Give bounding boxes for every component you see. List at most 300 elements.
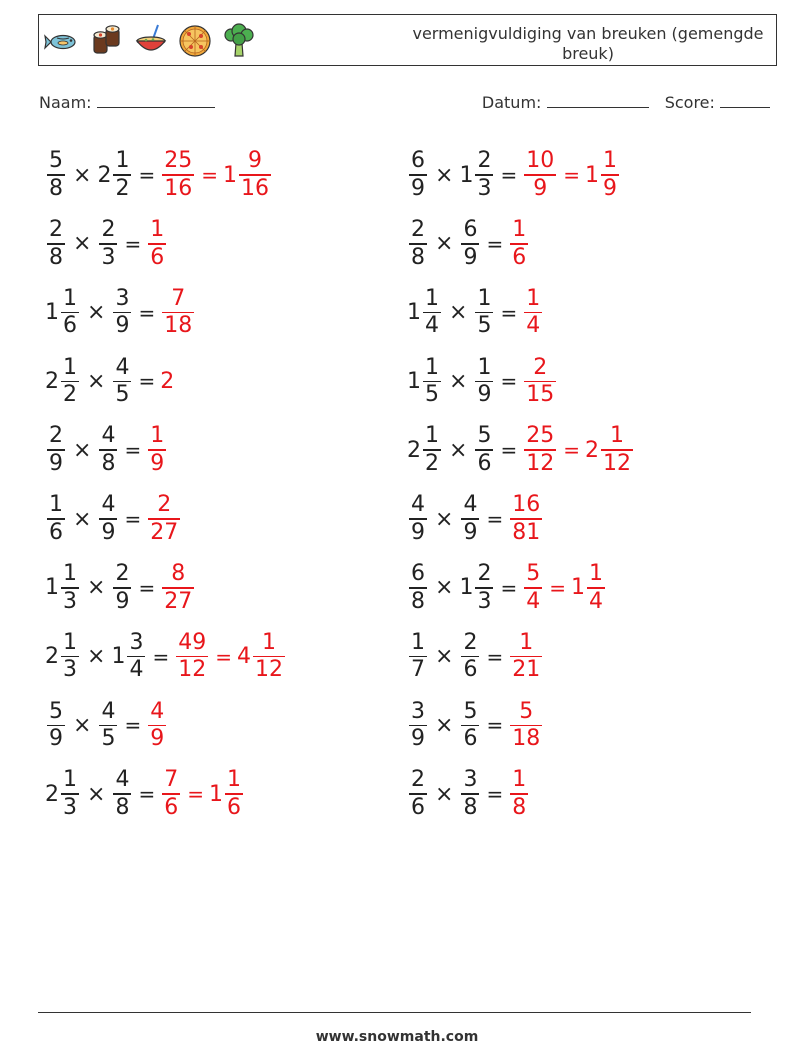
fraction	[61, 286, 79, 340]
score-label: Score:	[664, 93, 715, 112]
answer-fraction	[162, 148, 194, 202]
numerator: 3	[411, 698, 425, 724]
answer	[522, 286, 544, 340]
denominator: 18	[164, 313, 193, 339]
problem-row	[45, 349, 765, 413]
numerator: 2	[477, 561, 492, 587]
equals-sign: =	[486, 782, 504, 807]
answer-fraction	[510, 630, 542, 684]
times-sign: ×	[73, 162, 92, 188]
times-sign: ×	[73, 231, 92, 257]
answer	[146, 492, 182, 546]
denominator: 4	[129, 657, 144, 683]
denominator: 9	[463, 519, 478, 545]
fraction	[127, 630, 145, 684]
denominator: 8	[411, 244, 425, 270]
header-icons	[43, 21, 259, 61]
fraction	[475, 423, 493, 477]
numerator: 2	[411, 217, 425, 243]
denominator: 4	[526, 313, 541, 339]
numerator: 4	[115, 767, 130, 793]
times-sign: ×	[73, 712, 92, 738]
whole-part: 2	[407, 437, 421, 463]
answer-mixed-number	[223, 148, 273, 202]
problem-item	[407, 487, 544, 551]
denominator: 6	[411, 794, 425, 820]
fraction	[423, 423, 441, 477]
times-sign: ×	[435, 781, 454, 807]
equals-sign: =	[138, 575, 156, 600]
answer-fraction	[524, 148, 556, 202]
whole-part: 1	[111, 644, 126, 670]
equals-sign: =	[138, 163, 156, 187]
operand-b	[473, 286, 495, 340]
times-sign: ×	[87, 300, 106, 326]
answer-fraction	[148, 699, 166, 753]
operand-b	[459, 630, 481, 684]
fraction	[99, 423, 117, 477]
problem-item	[45, 556, 196, 620]
operand-a	[45, 355, 81, 409]
fraction	[461, 492, 479, 546]
operand-b	[459, 561, 495, 615]
numerator: 2	[49, 217, 63, 243]
fraction	[601, 148, 619, 202]
answer-fraction	[162, 286, 194, 340]
denominator: 12	[602, 450, 631, 476]
fraction	[99, 492, 117, 546]
numerator: 1	[150, 217, 165, 243]
answer-mixed-number	[571, 561, 607, 615]
numerator: 5	[49, 698, 63, 724]
numerator: 1	[63, 354, 77, 380]
equals-sign: =	[138, 782, 156, 807]
times-sign: ×	[87, 368, 106, 394]
whole-part: 1	[459, 162, 474, 188]
equals-sign: =	[138, 300, 156, 325]
denominator: 6	[63, 313, 77, 339]
pizza-icon	[175, 21, 215, 61]
numerator: 6	[411, 148, 425, 174]
fraction	[409, 148, 427, 202]
denominator: 18	[512, 726, 541, 752]
numerator: 10	[526, 148, 555, 174]
denominator: 5	[115, 382, 130, 408]
denominator: 9	[49, 726, 63, 752]
fraction	[409, 699, 427, 753]
answer-fraction	[148, 492, 180, 546]
fraction	[113, 767, 131, 821]
fraction	[47, 492, 65, 546]
footer-url: www.snowmath.com	[315, 1029, 479, 1045]
numerator: 4	[101, 698, 116, 724]
sushi-icon	[87, 21, 127, 61]
denominator: 81	[512, 519, 541, 545]
operand-b	[111, 561, 133, 615]
numerator: 4	[411, 492, 425, 518]
whole-part: 1	[584, 162, 599, 188]
problem-item	[407, 212, 530, 276]
numerator: 1	[49, 492, 63, 518]
answer-fraction	[148, 217, 166, 271]
whole-part: 2	[45, 368, 59, 394]
answer	[160, 286, 196, 340]
answer-fraction	[510, 767, 528, 821]
problem-item	[45, 625, 287, 689]
denominator: 9	[477, 382, 492, 408]
problem-item	[407, 143, 621, 207]
operand-b	[111, 355, 133, 409]
fraction	[461, 699, 479, 753]
whole-part: 2	[45, 781, 59, 807]
problem-item	[45, 487, 182, 551]
numerator: 1	[63, 285, 77, 311]
problem-item	[407, 762, 530, 826]
problem-item	[45, 762, 245, 826]
equals-sign: =	[486, 713, 504, 738]
denominator: 5	[477, 313, 492, 339]
times-sign: ×	[87, 781, 106, 807]
numerator: 1	[425, 285, 439, 311]
answer-fraction	[510, 217, 528, 271]
fraction	[475, 286, 493, 340]
numerator: 5	[526, 561, 541, 587]
times-sign: ×	[449, 368, 468, 394]
numerator: 1	[425, 354, 439, 380]
fraction	[601, 423, 633, 477]
numerator: 1	[411, 629, 425, 655]
numerator: 2	[101, 217, 116, 243]
answer-mixed-number	[585, 423, 635, 477]
fraction	[409, 767, 427, 821]
equals-sign: =	[563, 438, 580, 463]
numerator: 1	[609, 423, 624, 449]
operand-a	[45, 492, 67, 546]
fish-icon	[43, 21, 83, 61]
numerator: 1	[519, 629, 534, 655]
whole-part: 1	[570, 575, 585, 601]
whole-part: 1	[208, 781, 223, 807]
operand-a	[407, 630, 429, 684]
answer	[160, 148, 273, 202]
times-sign: ×	[449, 437, 468, 463]
problem-item	[407, 281, 544, 345]
operand-a	[45, 286, 81, 340]
times-sign: ×	[435, 575, 454, 601]
footer-divider	[38, 1012, 751, 1013]
denominator: 9	[101, 519, 116, 545]
problem-item	[407, 693, 544, 757]
answer-whole: 2	[160, 368, 175, 394]
answer-fraction	[524, 355, 556, 409]
times-sign: ×	[435, 506, 454, 532]
denominator: 9	[115, 588, 130, 614]
fraction	[113, 286, 131, 340]
denominator: 21	[512, 657, 541, 683]
score-blank[interactable]	[720, 93, 770, 108]
whole-part: 2	[97, 162, 112, 188]
problem-item	[407, 556, 607, 620]
denominator: 8	[411, 588, 425, 614]
operand-a	[407, 699, 429, 753]
numerator: 2	[463, 629, 478, 655]
fraction	[47, 217, 65, 271]
numerator: 2	[49, 423, 63, 449]
answer-fraction	[176, 630, 208, 684]
problem-row	[45, 281, 765, 345]
denominator: 3	[477, 175, 492, 201]
denominator: 4	[425, 313, 439, 339]
answer	[160, 767, 245, 821]
denominator: 8	[49, 175, 63, 201]
problem-item	[45, 143, 273, 207]
fraction	[409, 217, 427, 271]
denominator: 9	[115, 313, 130, 339]
answer	[160, 561, 196, 615]
denominator: 6	[150, 244, 165, 270]
whole-part: 1	[407, 368, 421, 394]
equals-sign: =	[124, 713, 142, 738]
denominator: 27	[164, 588, 193, 614]
numerator: 3	[115, 285, 130, 311]
numerator: 1	[477, 285, 492, 311]
denominator: 9	[411, 726, 425, 752]
denominator: 2	[115, 175, 130, 201]
operand-b	[459, 217, 481, 271]
operand-a	[45, 767, 81, 821]
name-field	[39, 93, 215, 112]
equals-sign: =	[500, 438, 518, 463]
numerator: 7	[164, 767, 179, 793]
numerator: 2	[477, 148, 492, 174]
equals-sign: =	[486, 231, 504, 256]
problem-row	[45, 693, 765, 757]
problem-row	[45, 556, 765, 620]
fraction	[99, 699, 117, 753]
numerator: 1	[425, 423, 439, 449]
operand-a	[407, 492, 429, 546]
numerator: 1	[63, 629, 77, 655]
fraction	[587, 561, 605, 615]
numerator: 25	[526, 423, 555, 449]
answer-fraction	[524, 423, 556, 477]
denominator: 12	[526, 450, 555, 476]
whole-part: 1	[45, 575, 59, 601]
denominator: 12	[178, 657, 207, 683]
equals-sign: =	[563, 163, 580, 187]
fraction	[475, 148, 493, 202]
problem-row	[45, 143, 765, 207]
problem-row	[45, 418, 765, 482]
fraction	[239, 148, 271, 202]
denominator: 3	[63, 794, 77, 820]
numerator: 1	[226, 767, 241, 793]
operand-b	[111, 767, 133, 821]
answer-fraction	[162, 561, 194, 615]
denominator: 3	[63, 657, 77, 683]
equals-sign: =	[124, 438, 142, 463]
numerator: 8	[171, 561, 186, 587]
fraction	[113, 148, 131, 202]
equals-sign: =	[486, 644, 504, 669]
denominator: 6	[512, 244, 527, 270]
numerator: 3	[463, 767, 478, 793]
fraction	[113, 561, 131, 615]
denominator: 9	[150, 726, 165, 752]
numerator: 1	[150, 423, 165, 449]
problem-item	[45, 281, 196, 345]
operand-a	[45, 561, 81, 615]
operand-b	[473, 355, 495, 409]
operand-b	[97, 423, 119, 477]
denominator: 6	[463, 726, 478, 752]
equals-sign: =	[187, 782, 204, 807]
denominator: 8	[463, 794, 478, 820]
operand-b	[459, 699, 481, 753]
answer	[508, 217, 530, 271]
fraction	[113, 355, 131, 409]
numerator: 1	[261, 629, 276, 655]
denominator: 9	[49, 450, 63, 476]
whole-part: 2	[45, 644, 59, 670]
denominator: 9	[533, 175, 548, 201]
answer-fraction	[524, 561, 542, 615]
numerator: 1	[526, 285, 541, 311]
date-score-fields	[482, 93, 770, 112]
whole-part: 1	[459, 575, 474, 601]
equals-sign: =	[124, 507, 142, 531]
answer	[522, 148, 621, 202]
worksheet-header	[38, 14, 777, 66]
operand-a	[407, 561, 429, 615]
numerator: 25	[164, 148, 193, 174]
date-blank[interactable]	[547, 93, 649, 108]
times-sign: ×	[435, 712, 454, 738]
fraction	[47, 423, 65, 477]
noodle-bowl-icon	[131, 21, 171, 61]
whole-part: 1	[45, 300, 59, 326]
answer	[522, 355, 558, 409]
numerator: 2	[115, 561, 130, 587]
numerator: 5	[49, 148, 63, 174]
operand-a	[407, 148, 429, 202]
whole-part: 2	[584, 437, 599, 463]
times-sign: ×	[435, 644, 454, 670]
times-sign: ×	[435, 231, 454, 257]
answer-fraction	[148, 423, 166, 477]
numerator: 3	[129, 629, 144, 655]
name-blank[interactable]	[97, 93, 215, 108]
denominator: 3	[101, 244, 116, 270]
numerator: 7	[171, 285, 186, 311]
operand-a	[407, 286, 443, 340]
operand-b	[473, 423, 495, 477]
whole-part: 1	[407, 300, 421, 326]
problem-item	[45, 349, 174, 413]
answer	[508, 699, 544, 753]
denominator: 6	[49, 519, 63, 545]
whole-part: 1	[222, 162, 237, 188]
denominator: 8	[512, 794, 527, 820]
answer	[146, 699, 168, 753]
denominator: 6	[226, 794, 241, 820]
fraction	[253, 630, 285, 684]
denominator: 9	[463, 244, 478, 270]
numerator: 5	[477, 423, 492, 449]
answer-fraction	[162, 767, 180, 821]
fraction	[461, 630, 479, 684]
equals-sign: =	[215, 644, 232, 669]
equals-sign: =	[500, 575, 518, 600]
numerator: 6	[463, 217, 478, 243]
denominator: 6	[164, 794, 179, 820]
numerator: 1	[602, 148, 617, 174]
numerator: 1	[512, 767, 527, 793]
fraction	[461, 217, 479, 271]
answer	[146, 423, 168, 477]
fraction	[409, 561, 427, 615]
fraction	[99, 217, 117, 271]
equals-sign: =	[486, 507, 504, 531]
numerator: 2	[533, 354, 548, 380]
numerator: 16	[512, 492, 541, 518]
denominator: 2	[425, 450, 439, 476]
equals-sign: =	[152, 644, 170, 669]
problem-row	[45, 762, 765, 826]
operand-b	[97, 217, 119, 271]
denominator: 16	[164, 175, 193, 201]
numerator: 5	[519, 698, 534, 724]
operand-a	[45, 148, 67, 202]
equals-sign: =	[124, 231, 142, 256]
denominator: 9	[411, 519, 425, 545]
operand-a	[45, 699, 67, 753]
name-label: Naam:	[39, 93, 92, 112]
times-sign: ×	[87, 575, 106, 601]
answer-mixed-number	[237, 630, 287, 684]
answer	[174, 630, 287, 684]
operand-b	[459, 492, 481, 546]
denominator: 8	[101, 450, 116, 476]
equals-sign: =	[500, 369, 518, 394]
denominator: 6	[477, 450, 492, 476]
fraction	[61, 630, 79, 684]
numerator: 5	[463, 698, 478, 724]
problem-row	[45, 212, 765, 276]
problem-item	[45, 212, 168, 276]
fraction	[61, 767, 79, 821]
equals-sign: =	[201, 163, 218, 187]
fraction	[225, 767, 243, 821]
operand-a	[45, 423, 67, 477]
numerator: 1	[477, 354, 492, 380]
denominator: 9	[150, 450, 165, 476]
numerator: 2	[157, 492, 172, 518]
answer-fraction	[524, 286, 542, 340]
operand-a	[407, 767, 429, 821]
operand-a	[407, 217, 429, 271]
fraction	[461, 767, 479, 821]
answer	[522, 561, 607, 615]
fraction	[47, 148, 65, 202]
numerator: 2	[411, 767, 425, 793]
denominator: 3	[63, 588, 77, 614]
answer-mixed-number	[585, 148, 621, 202]
operand-b	[459, 767, 481, 821]
fraction	[61, 355, 79, 409]
equals-sign: =	[500, 163, 518, 187]
operand-b	[97, 148, 133, 202]
